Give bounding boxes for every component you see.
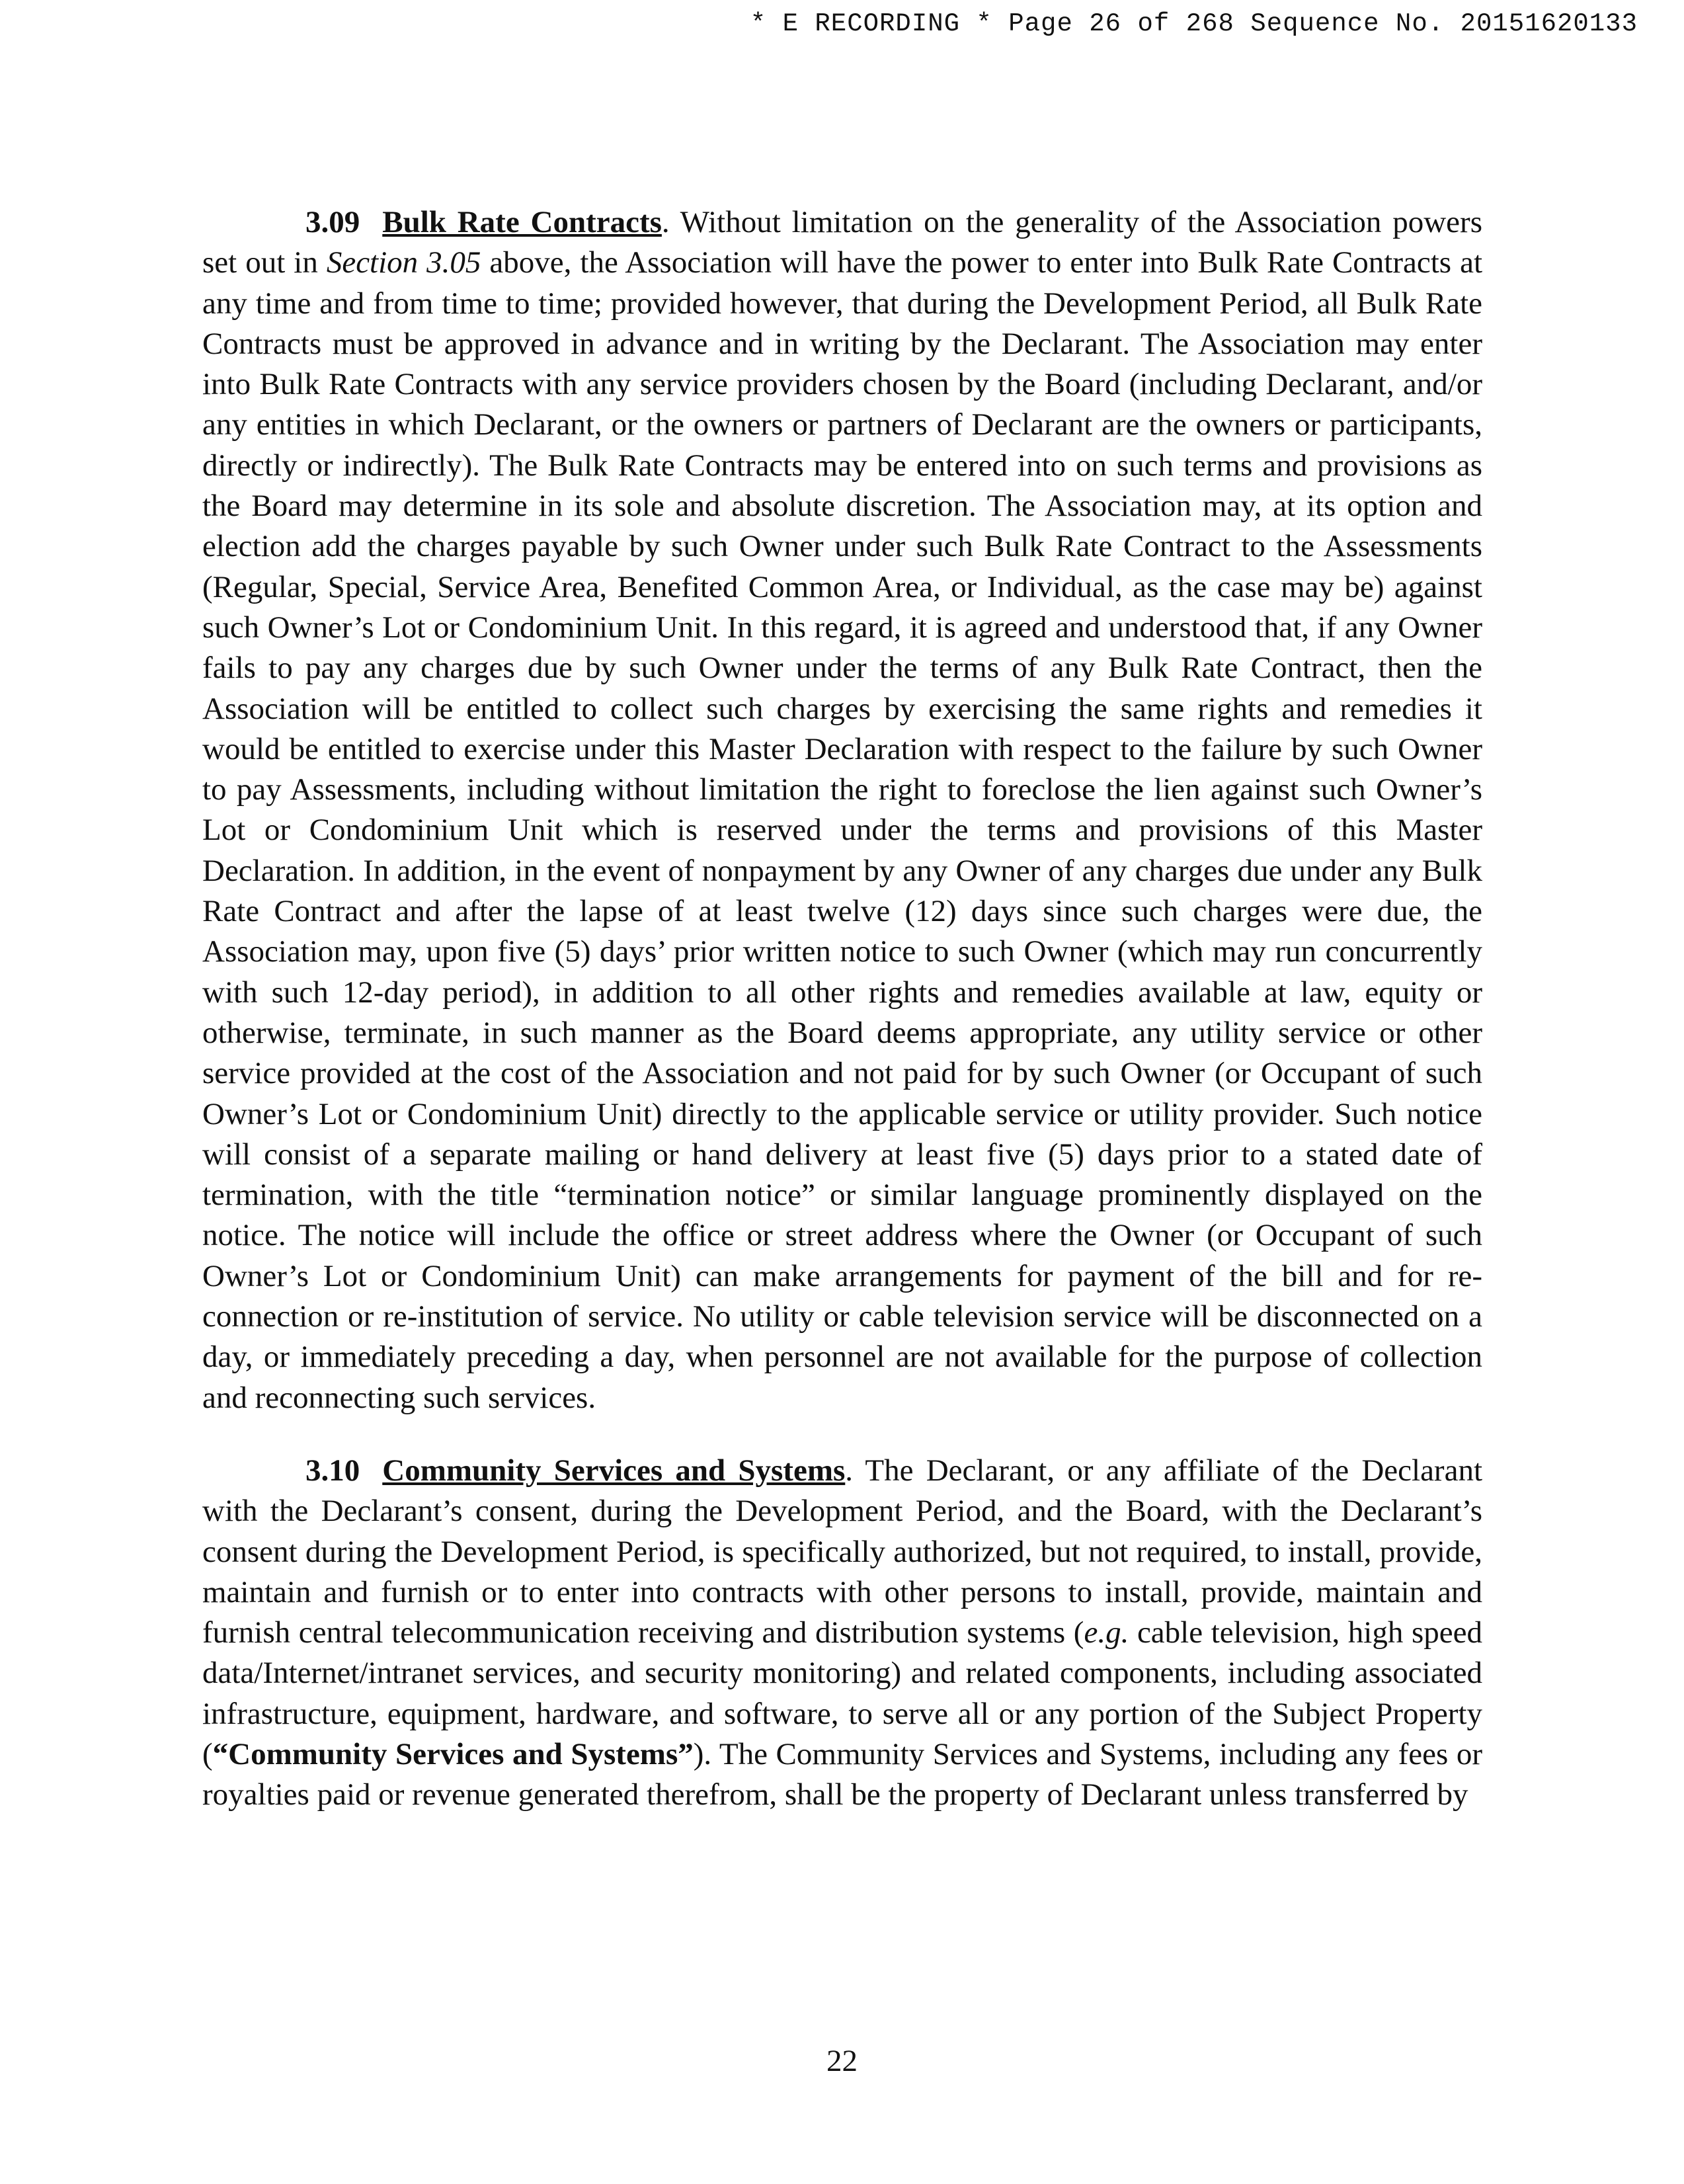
section-text: cable television, high speed data/Internet/intranet services, and security monitoring) and related components, including associated infrastructure, equipment, hardware, and software, to serve all or any portion of the Subject Property ( <box>202 1615 1482 1771</box>
defined-term: “Community Services and Systems” <box>212 1736 694 1771</box>
section-3-10 <box>202 1451 1482 1816</box>
section-number: 3.10 <box>305 1453 360 1488</box>
section-number: 3.09 <box>305 205 360 239</box>
section-text: ). The Community Services and Systems, including any fees or royalties paid or revenue generated therefrom, shall be the property of Declarant unless transferred by <box>202 1736 1482 1812</box>
section-text: The Declarant, or any affiliate of the Declarant with the Declarant’s consent, during the Development Period, and the Board, with the Declarant’s consent during the Development Period, is specifically authorized, but not required, to install, provide, maintain and furnish or to enter into contracts with other persons to install, provide, maintain and furnish central telecommunication receiving and distribution systems ( <box>202 1453 1483 1650</box>
section-title: Bulk Rate Contracts <box>382 205 662 239</box>
document-body <box>202 202 1482 1816</box>
section-title-suffix: . <box>845 1453 854 1488</box>
section-reference: Section 3.05 <box>326 245 481 280</box>
section-3-09 <box>202 202 1482 1418</box>
recording-stamp: * E RECORDING * Page 26 of 268 Sequence No. 20151620133 <box>750 9 1638 38</box>
example-abbreviation: e.g. <box>1084 1615 1129 1650</box>
section-title-suffix: . <box>661 205 670 239</box>
section-text: Without limitation on the generality of the Association powers set out in <box>202 205 1482 280</box>
page-number: 22 <box>826 2044 858 2078</box>
section-text: above, the Association will have the power to enter into Bulk Rate Contracts at any time and from time to time; provided however, that during the Development Period, all Bulk Rate Contracts must be approved in advance and in writing by the Declarant. The Association may enter into Bulk Rate Contracts with any service providers chosen by the Board (including Declarant, and/or any entities in which Declarant, or the owners or partners of Declarant are the owners or participants, directly or indirectly). The Bulk Rate Contracts may be entered into on such terms and provisions as the Board may determine in its sole and absolute discretion. The Association may, at its option and election add the charges payable by such Owner under such Bulk Rate Contract to the Assessments (Regular, Special, Service Area, Benefited Common Area, or Individual, as the case may be) against such Owner’s Lot or Condominium Unit. In this regard, it is agreed and understood that, if any Owner fails to pay any charges due by such Owner under the terms of any Bulk Rate Contract, then the Association will be entitled to collect such charges by exercising the same rights and remedies it would be entitled to exercise under this Master Declaration with respect to the failure by such Owner to pay Assessments, including without limitation the right to foreclose the lien against such Owner’s Lot or Condominium Unit which is reserved under the terms and provisions of this Master Declaration. In addition, in the event of nonpayment by any Owner of any charges due under any Bulk Rate Contract and after the lapse of at least twelve (12) days since such charges were due, the Association may, upon five (5) days’ prior written notice to such Owner (which may run concurrently with such 12-day period), in addition to all other rights and remedies available at law, equity or otherwise, terminate, in such manner as the Board deems appropriate, any utility service or other service provided at the cost of the Association and not paid for by such Owner (or Occupant of such Owner’s Lot or Condominium Unit) directly to the applicable service or utility provider. Such notice will consist of a separate mailing or hand delivery at least five (5) days prior to a stated date of termination, with the title “termination notice” or similar language prominently displayed on the notice. The notice will include the office or street address where the Owner (or Occupant of such Owner’s Lot or Condominium Unit) can make arrangements for payment of the bill and for re-connection or re-institution of service. No utility or cable television service will be disconnected on a day, or immediately preceding a day, when personnel are not available for the purpose of collection and reconnecting such services. <box>202 245 1483 1415</box>
section-title: Community Services and Systems <box>382 1453 846 1488</box>
